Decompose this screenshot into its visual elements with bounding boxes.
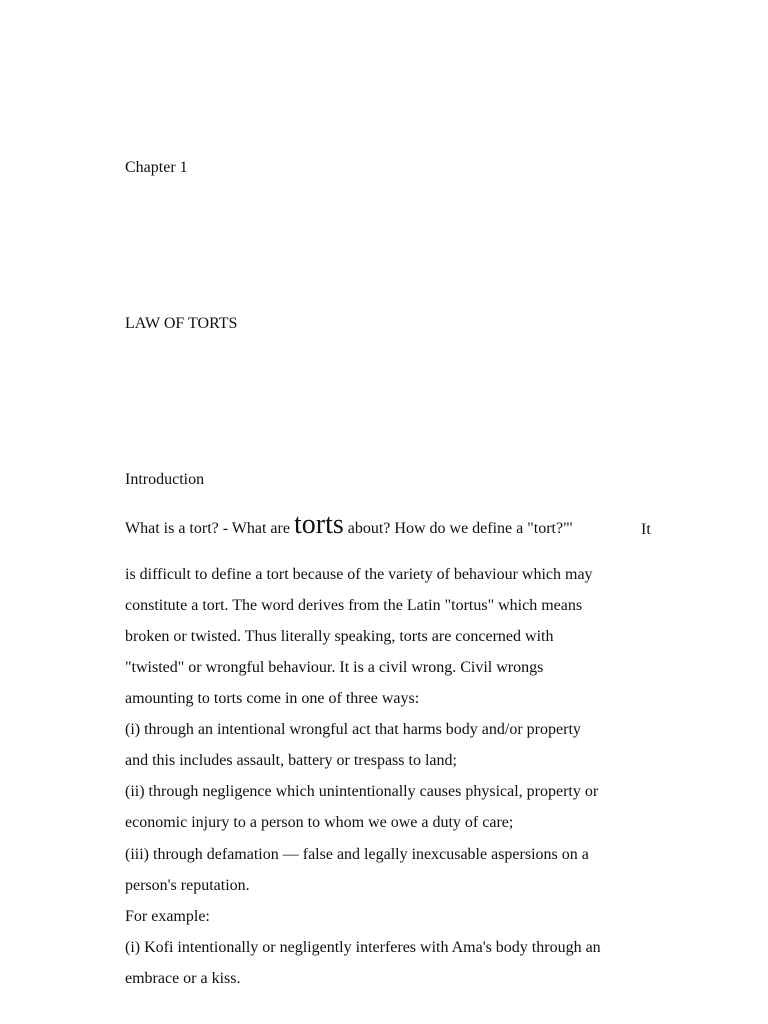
list-item: (iii) through defamation — false and legally inexcusable aspersions on a bbox=[125, 846, 589, 863]
paragraph-line: For example: bbox=[125, 908, 210, 925]
first-line-part3: It bbox=[641, 521, 651, 538]
document-title: LAW OF TORTS bbox=[125, 315, 238, 332]
chapter-label: Chapter 1 bbox=[125, 159, 188, 176]
emphasized-word: torts bbox=[293, 509, 344, 540]
section-heading: Introduction bbox=[125, 471, 205, 488]
first-line-part1: What is a tort? - What are bbox=[125, 520, 294, 537]
paragraph-line: "twisted" or wrongful behaviour. It is a civil wrong. Civil wrongs bbox=[125, 659, 544, 676]
paragraph-line: constitute a tort. The word derives from the Latin "tortus" which means bbox=[125, 597, 583, 614]
paragraph-line: and this includes assault, battery or trespass to land; bbox=[125, 752, 457, 769]
paragraph-line: embrace or a kiss. bbox=[125, 970, 241, 987]
paragraph-line: is difficult to define a tort because of the variety of behaviour which may bbox=[125, 566, 593, 583]
paragraph-line: broken or twisted. Thus literally speaking, torts are concerned with bbox=[125, 628, 554, 645]
list-item: (i) through an intentional wrongful act that harms body and/or property bbox=[125, 721, 581, 738]
first-line-part2: about? How do we define a "tort?"' bbox=[343, 520, 573, 537]
paragraph-line: economic injury to a person to whom we owe a duty of care; bbox=[125, 814, 514, 831]
paragraph-line: person's reputation. bbox=[125, 877, 250, 894]
list-item: (ii) through negligence which unintentionally causes physical, property or bbox=[125, 783, 599, 800]
list-item: (i) Kofi intentionally or negligently interferes with Ama's body through an bbox=[125, 939, 601, 956]
paragraph-line: amounting to torts come in one of three ways: bbox=[125, 690, 420, 707]
paragraph-first-line bbox=[125, 510, 573, 540]
